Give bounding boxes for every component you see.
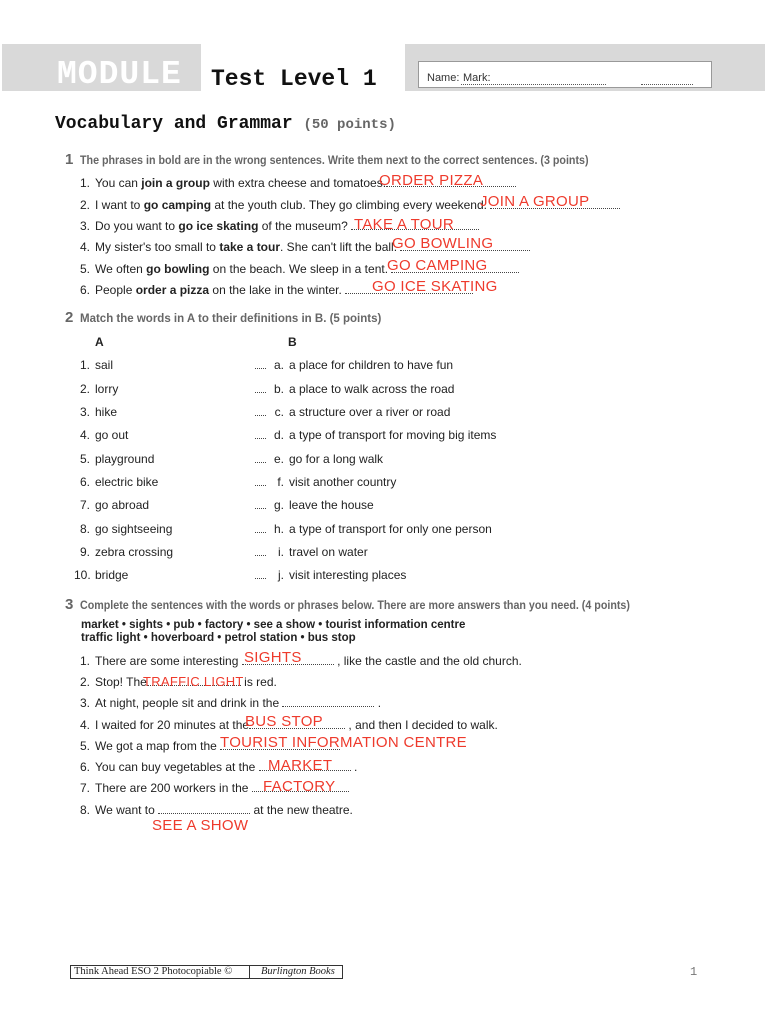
definition-letter: a. bbox=[273, 358, 284, 372]
word-a: bridge bbox=[95, 568, 129, 582]
handwritten-answer: JOIN A GROUP bbox=[480, 193, 590, 210]
footer-left-text: Think Ahead ESO 2 Photocopiable © bbox=[74, 966, 233, 977]
match-blank[interactable] bbox=[255, 358, 266, 369]
footer-divider bbox=[249, 966, 250, 978]
item-number: 8. bbox=[79, 522, 90, 536]
word-bank-line-1: market • sights • pub • factory • see a show • tourist information centre bbox=[81, 619, 466, 631]
match-blank[interactable] bbox=[255, 382, 266, 393]
definition-letter: c. bbox=[274, 405, 284, 419]
word-a: sail bbox=[95, 358, 114, 372]
match-blank[interactable] bbox=[255, 475, 266, 486]
handwritten-answer: ORDER PIZZA bbox=[379, 172, 484, 189]
ex2-item-9 bbox=[74, 545, 368, 559]
ex3-item-7: 7. There are 200 workers in the bbox=[74, 781, 349, 795]
section-points: (50 points) bbox=[303, 117, 396, 133]
ex2-item-1 bbox=[74, 358, 453, 372]
word-a: lorry bbox=[95, 382, 119, 396]
item-number: 9. bbox=[79, 545, 90, 559]
ex2-item-2 bbox=[74, 382, 454, 396]
word-a: hike bbox=[95, 405, 118, 419]
ex2-item-5 bbox=[74, 452, 383, 466]
definition-b: go for a long walk bbox=[289, 452, 384, 466]
item-number: 10. bbox=[74, 568, 91, 582]
definition-letter: i. bbox=[278, 545, 284, 559]
item-number: 4. bbox=[79, 240, 90, 254]
mark-field[interactable] bbox=[641, 84, 693, 85]
ex1-item-5: 5. We often go bowling on the beach. We sleep in a tent. bbox=[74, 262, 519, 276]
mark-label: Mark: bbox=[463, 72, 491, 84]
word-a: go abroad bbox=[95, 498, 150, 512]
ex1-item-1: 1. You can join a group with extra cheese and tomatoes. bbox=[74, 176, 516, 190]
exercise-1-number: 1 bbox=[65, 151, 74, 168]
match-blank[interactable] bbox=[255, 498, 266, 509]
definition-letter: f. bbox=[277, 475, 284, 489]
handwritten-answer: MARKET bbox=[268, 757, 333, 774]
ex3-item-5: 5. We got a map from the bbox=[74, 739, 340, 753]
handwritten-answer: GO ICE SKATING bbox=[372, 278, 498, 295]
handwritten-answer: GO CAMPING bbox=[387, 257, 488, 274]
match-blank[interactable] bbox=[255, 428, 266, 439]
item-number: 7. bbox=[79, 498, 90, 512]
ex2-item-8 bbox=[74, 522, 492, 536]
name-field[interactable] bbox=[461, 84, 606, 85]
handwritten-answer: SEE A SHOW bbox=[152, 817, 249, 834]
footer-publisher: Burlington Books bbox=[261, 966, 335, 977]
definition-letter: g. bbox=[273, 498, 284, 512]
ex3-item-6: 6. You can buy vegetables at the . bbox=[79, 760, 358, 774]
item-number: 2. bbox=[79, 198, 90, 212]
column-b-header: B bbox=[288, 335, 297, 349]
match-blank[interactable] bbox=[255, 452, 266, 463]
definition-letter: b. bbox=[273, 382, 284, 396]
definition-letter: e. bbox=[273, 452, 284, 466]
ex1-item-2: 2. I want to go camping at the youth club. They go climbing every weekend. bbox=[74, 198, 620, 212]
ex1-item-6: 6. People order a pizza on the lake in the winter. bbox=[74, 283, 473, 297]
ex1-item-4: 4. My sister's too small to take a tour. She can't lift the ball. bbox=[74, 240, 530, 254]
handwritten-answer: FACTORY bbox=[263, 778, 336, 795]
word-bank-line-2: traffic light • hoverboard • petrol station • bus stop bbox=[81, 632, 356, 644]
handwritten-answer: BUS STOP bbox=[245, 713, 323, 730]
definition-b: a structure over a river or road bbox=[289, 405, 451, 419]
item-number: 4. bbox=[79, 428, 90, 442]
definition-b: a type of transport for only one person bbox=[289, 522, 492, 536]
ex3-item-3: 3. At night, people sit and drink in the . bbox=[79, 696, 382, 710]
ex2-item-10 bbox=[74, 568, 406, 582]
answer-blank[interactable] bbox=[158, 803, 250, 814]
exercise-2-instruction: Match the words in A to their definitions in B. (5 points) bbox=[80, 313, 382, 325]
test-level-title: Test Level 1 bbox=[211, 66, 377, 92]
match-blank[interactable] bbox=[255, 405, 266, 416]
item-number: 3. bbox=[79, 219, 90, 233]
item-number: 1. bbox=[79, 176, 90, 190]
definition-b: visit another country bbox=[289, 475, 397, 489]
item-number: 6. bbox=[79, 475, 90, 489]
name-mark-box bbox=[418, 61, 712, 88]
handwritten-answer: SIGHTS bbox=[244, 649, 302, 666]
handwritten-answer: TOURIST INFORMATION CENTRE bbox=[220, 734, 467, 751]
item-number: 1. bbox=[79, 358, 90, 372]
page-number: 1 bbox=[690, 965, 698, 979]
definition-b: a place to walk across the road bbox=[289, 382, 455, 396]
match-blank[interactable] bbox=[255, 522, 266, 533]
handwritten-answer: GO BOWLING bbox=[392, 235, 494, 252]
definition-b: a type of transport for moving big items bbox=[289, 428, 497, 442]
exercise-1-instruction: The phrases in bold are in the wrong sentences. Write them next to the correct sentences. (3 points) bbox=[80, 155, 589, 167]
footer-copyright bbox=[70, 965, 343, 979]
definition-letter: h. bbox=[273, 522, 284, 536]
exercise-3-instruction: Complete the sentences with the words or phrases below. There are more answers than you need. (4 points) bbox=[80, 600, 630, 612]
column-a-header: A bbox=[95, 335, 104, 349]
definition-b: leave the house bbox=[289, 498, 374, 512]
item-number: 5. bbox=[79, 262, 90, 276]
word-a: go out bbox=[95, 428, 129, 442]
ex3-item-8: 8. We want to at the new theatre. bbox=[79, 803, 353, 817]
section-title bbox=[55, 114, 396, 134]
definition-b: travel on water bbox=[289, 545, 368, 559]
item-number: 2. bbox=[79, 382, 90, 396]
ex2-item-6 bbox=[74, 475, 396, 489]
exercise-2-number: 2 bbox=[65, 309, 74, 326]
ex2-item-4 bbox=[74, 428, 496, 442]
ex1-item-3: 3. Do you want to go ice skating of the museum? bbox=[74, 219, 479, 233]
word-a: electric bike bbox=[95, 475, 159, 489]
name-label: Name: bbox=[427, 72, 460, 84]
item-number: 3. bbox=[79, 405, 90, 419]
item-number: 6. bbox=[79, 283, 90, 297]
definition-b: visit interesting places bbox=[289, 568, 407, 582]
ex3-item-1: 1. There are some interesting , like the castle and the old church. bbox=[79, 654, 522, 668]
exercise-3-number: 3 bbox=[65, 596, 74, 613]
ex3-item-2: 2. Stop! The is red. bbox=[79, 675, 277, 689]
definition-letter: d. bbox=[273, 428, 284, 442]
section-title-text: Vocabulary and Grammar bbox=[55, 114, 293, 134]
definition-letter: j. bbox=[278, 568, 284, 582]
module-label: MODULE 1 bbox=[57, 56, 224, 93]
handwritten-answer: TAKE A TOUR bbox=[354, 216, 455, 233]
match-blank[interactable] bbox=[255, 568, 266, 579]
word-a: go sightseeing bbox=[95, 522, 173, 536]
ex2-item-3 bbox=[74, 405, 450, 419]
item-number: 5. bbox=[79, 452, 90, 466]
definition-b: a place for children to have fun bbox=[289, 358, 454, 372]
ex3-item-4: 4. I waited for 20 minutes at the , and then I decided to walk. bbox=[79, 718, 498, 732]
word-a: zebra crossing bbox=[95, 545, 174, 559]
match-blank[interactable] bbox=[255, 545, 266, 556]
word-a: playground bbox=[95, 452, 155, 466]
ex2-item-7 bbox=[74, 498, 374, 512]
answer-blank[interactable] bbox=[282, 696, 374, 707]
handwritten-answer: TRAFFIC LIGHT bbox=[143, 674, 244, 689]
